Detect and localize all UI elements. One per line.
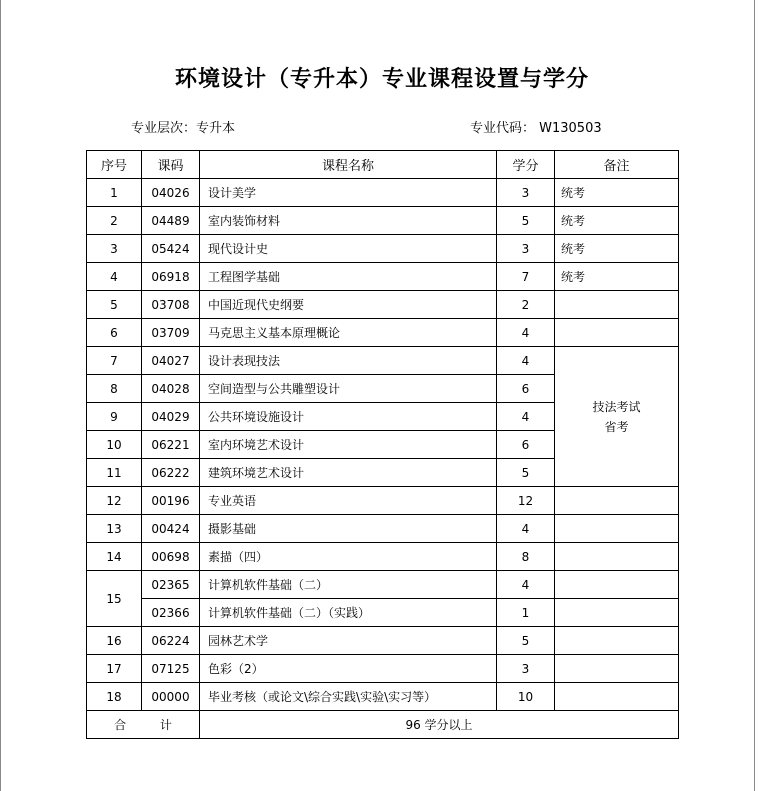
cell-name: 园林艺术学	[200, 627, 497, 655]
header-name: 课程名称	[200, 151, 497, 179]
table-row	[87, 291, 679, 319]
cell-code: 06222	[142, 459, 200, 487]
cell-no: 13	[87, 515, 142, 543]
cell-name: 建筑环境艺术设计	[200, 459, 497, 487]
cell-name: 马克思主义基本原理概论	[200, 319, 497, 347]
header-note: 备注	[555, 151, 679, 179]
cell-code: 07125	[142, 655, 200, 683]
cell-no: 18	[87, 683, 142, 711]
table-row	[87, 655, 679, 683]
cell-name: 工程图学基础	[200, 263, 497, 291]
cell-name: 素描（四）	[200, 543, 497, 571]
cell-code: 06918	[142, 263, 200, 291]
cell-credit: 4	[497, 403, 555, 431]
cell-credit: 1	[497, 599, 555, 627]
page-border-right	[754, 0, 755, 791]
cell-code: 06224	[142, 627, 200, 655]
course-table	[86, 150, 679, 739]
cell-name: 色彩（2）	[200, 655, 497, 683]
cell-name: 设计美学	[200, 179, 497, 207]
cell-code: 00698	[142, 543, 200, 571]
cell-no: 10	[87, 431, 142, 459]
table-row	[87, 683, 679, 711]
cell-name: 中国近现代史纲要	[200, 291, 497, 319]
major-code: 专业代码： W130503	[470, 121, 602, 136]
merged-note-line1: 技法考试	[592, 399, 641, 414]
cell-credit: 4	[497, 347, 555, 375]
cell-credit: 12	[497, 487, 555, 515]
major-level: 专业层次：专升本	[131, 121, 236, 136]
cell-name: 室内装饰材料	[200, 207, 497, 235]
total-row	[87, 711, 679, 739]
table-row	[87, 571, 679, 599]
cell-note	[555, 291, 679, 319]
table-row	[87, 235, 679, 263]
cell-code: 04026	[142, 179, 200, 207]
cell-credit: 4	[497, 319, 555, 347]
table-header-row	[87, 151, 679, 179]
table-row	[87, 263, 679, 291]
cell-no: 2	[87, 207, 142, 235]
cell-credit: 10	[497, 683, 555, 711]
cell-code: 00424	[142, 515, 200, 543]
cell-name: 空间造型与公共雕塑设计	[200, 375, 497, 403]
header-code: 课码	[142, 151, 200, 179]
cell-no: 15	[87, 571, 142, 627]
cell-no: 1	[87, 179, 142, 207]
cell-name: 计算机软件基础（二）（实践）	[200, 599, 497, 627]
cell-credit: 8	[497, 543, 555, 571]
table-row	[87, 543, 679, 571]
table-row	[87, 487, 679, 515]
table-row	[87, 207, 679, 235]
page-title: 环境设计（专升本）专业课程设置与学分	[174, 66, 589, 92]
cell-credit: 4	[497, 515, 555, 543]
merged-note-line2: 省考	[604, 419, 629, 434]
cell-note	[555, 515, 679, 543]
cell-code: 04028	[142, 375, 200, 403]
cell-no: 17	[87, 655, 142, 683]
cell-note: 统考	[555, 179, 679, 207]
cell-code: 02366	[142, 599, 200, 627]
table-row	[87, 179, 679, 207]
cell-name: 设计表现技法	[200, 347, 497, 375]
cell-no: 11	[87, 459, 142, 487]
cell-no: 8	[87, 375, 142, 403]
cell-no: 12	[87, 487, 142, 515]
cell-credit: 3	[497, 655, 555, 683]
page-border-left	[0, 0, 1, 791]
cell-no: 16	[87, 627, 142, 655]
cell-no: 7	[87, 347, 142, 375]
cell-code: 04489	[142, 207, 200, 235]
cell-code: 05424	[142, 235, 200, 263]
cell-credit: 6	[497, 431, 555, 459]
cell-note	[555, 599, 679, 627]
merged-note-cell	[555, 347, 679, 487]
header-no: 序号	[87, 151, 142, 179]
table-row	[87, 319, 679, 347]
cell-note	[555, 487, 679, 515]
cell-note	[555, 319, 679, 347]
total-label: 合 计	[87, 711, 200, 739]
cell-name: 现代设计史	[200, 235, 497, 263]
cell-name: 摄影基础	[200, 515, 497, 543]
cell-credit: 5	[497, 207, 555, 235]
cell-name: 毕业考核（或论文\综合实践\实验\实习等）	[200, 683, 497, 711]
cell-code: 04027	[142, 347, 200, 375]
table-row	[87, 347, 679, 375]
cell-code: 03709	[142, 319, 200, 347]
cell-code: 02365	[142, 571, 200, 599]
cell-credit: 5	[497, 459, 555, 487]
cell-credit: 4	[497, 571, 555, 599]
cell-note	[555, 655, 679, 683]
cell-note	[555, 571, 679, 599]
cell-note	[555, 627, 679, 655]
cell-no: 6	[87, 319, 142, 347]
table-row	[87, 599, 679, 627]
cell-credit: 3	[497, 179, 555, 207]
cell-note	[555, 543, 679, 571]
cell-no: 5	[87, 291, 142, 319]
cell-credit: 6	[497, 375, 555, 403]
cell-no: 9	[87, 403, 142, 431]
cell-code: 00196	[142, 487, 200, 515]
cell-note: 统考	[555, 235, 679, 263]
cell-note	[555, 683, 679, 711]
cell-credit: 2	[497, 291, 555, 319]
cell-code: 06221	[142, 431, 200, 459]
table-row	[87, 515, 679, 543]
cell-name: 专业英语	[200, 487, 497, 515]
cell-no: 3	[87, 235, 142, 263]
cell-note: 统考	[555, 207, 679, 235]
cell-credit: 5	[497, 627, 555, 655]
cell-credit: 3	[497, 235, 555, 263]
cell-name: 室内环境艺术设计	[200, 431, 497, 459]
cell-note: 统考	[555, 263, 679, 291]
cell-name: 计算机软件基础（二）	[200, 571, 497, 599]
table-row	[87, 627, 679, 655]
cell-code: 00000	[142, 683, 200, 711]
cell-no: 4	[87, 263, 142, 291]
total-value: 96 学分以上	[200, 711, 679, 739]
cell-code: 04029	[142, 403, 200, 431]
cell-credit: 7	[497, 263, 555, 291]
cell-name: 公共环境设施设计	[200, 403, 497, 431]
cell-code: 03708	[142, 291, 200, 319]
cell-no: 14	[87, 543, 142, 571]
header-credit: 学分	[497, 151, 555, 179]
